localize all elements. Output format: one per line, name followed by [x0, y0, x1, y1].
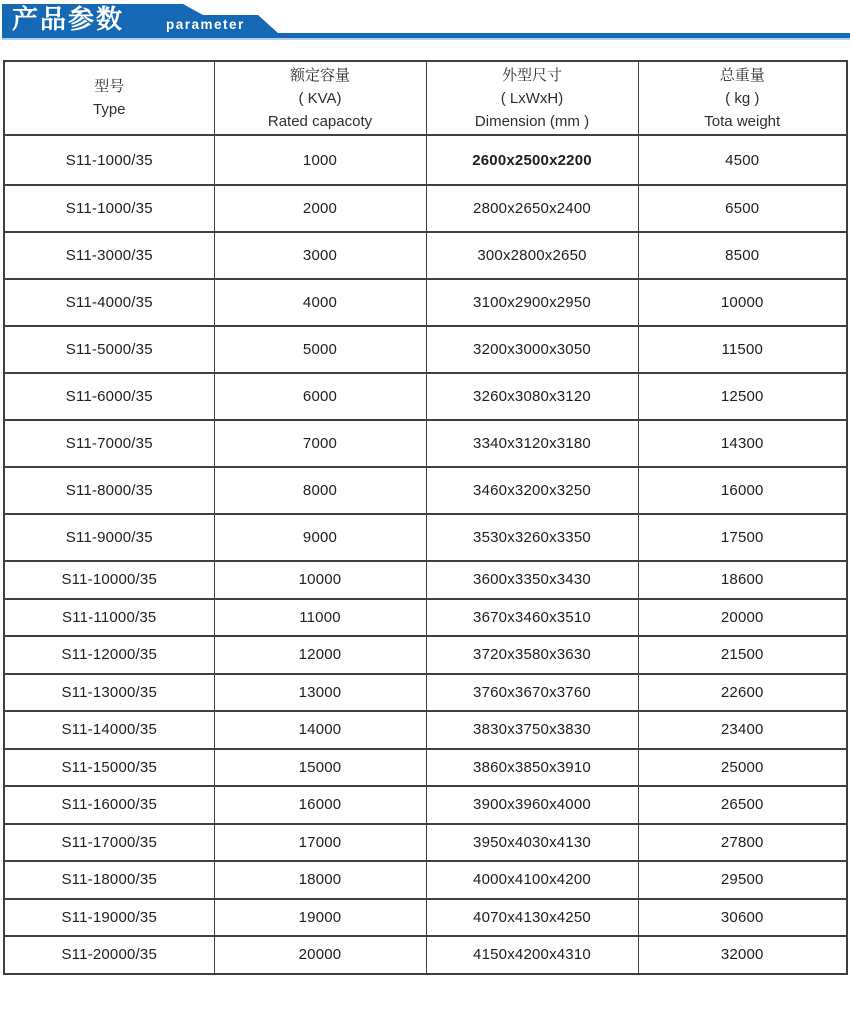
cell-weight: 8500	[638, 232, 847, 279]
cell-type: S11-5000/35	[4, 326, 214, 373]
cell-type: S11-18000/35	[4, 861, 214, 899]
table-row	[4, 899, 847, 937]
table-row	[4, 599, 847, 637]
cell-type: S11-13000/35	[4, 674, 214, 712]
table-row	[4, 749, 847, 787]
cell-dimension: 3340x3120x3180	[426, 420, 638, 467]
parameter-table	[3, 60, 848, 975]
cell-capacity: 12000	[214, 636, 426, 674]
table-body	[4, 135, 847, 974]
header-capacity	[214, 61, 426, 135]
header-type	[4, 61, 214, 135]
header-dimension	[426, 61, 638, 135]
banner	[0, 0, 850, 42]
cell-weight: 6500	[638, 185, 847, 232]
cell-type: S11-1000/35	[4, 185, 214, 232]
table-header-row	[4, 61, 847, 135]
cell-dimension: 3260x3080x3120	[426, 373, 638, 420]
table-row	[4, 711, 847, 749]
cell-dimension: 3460x3200x3250	[426, 467, 638, 514]
cell-weight: 29500	[638, 861, 847, 899]
cell-capacity: 9000	[214, 514, 426, 561]
cell-capacity: 11000	[214, 599, 426, 637]
cell-dimension: 2600x2500x2200	[426, 135, 638, 185]
table-row	[4, 232, 847, 279]
cell-dimension: 3100x2900x2950	[426, 279, 638, 326]
cell-type: S11-8000/35	[4, 467, 214, 514]
cell-dimension: 2800x2650x2400	[426, 185, 638, 232]
cell-weight: 10000	[638, 279, 847, 326]
table-row	[4, 561, 847, 599]
banner-ribbon	[0, 0, 850, 42]
cell-weight: 30600	[638, 899, 847, 937]
cell-weight: 27800	[638, 824, 847, 862]
table-row	[4, 936, 847, 974]
cell-dimension: 4150x4200x4310	[426, 936, 638, 974]
cell-weight: 21500	[638, 636, 847, 674]
cell-capacity: 15000	[214, 749, 426, 787]
cell-dimension: 3670x3460x3510	[426, 599, 638, 637]
table-row	[4, 135, 847, 185]
table-row	[4, 185, 847, 232]
page-title: 产品参数	[12, 4, 125, 34]
table-row	[4, 467, 847, 514]
cell-type: S11-7000/35	[4, 420, 214, 467]
header-capacity-unit: ( KVA)	[298, 89, 342, 107]
cell-dimension: 3720x3580x3630	[426, 636, 638, 674]
cell-weight: 22600	[638, 674, 847, 712]
cell-dimension: 3900x3960x4000	[426, 786, 638, 824]
cell-type: S11-19000/35	[4, 899, 214, 937]
cell-capacity: 17000	[214, 824, 426, 862]
cell-weight: 18600	[638, 561, 847, 599]
cell-type: S11-3000/35	[4, 232, 214, 279]
cell-type: S11-20000/35	[4, 936, 214, 974]
header-dimension-en: Dimension (mm )	[474, 112, 590, 130]
header-weight	[638, 61, 847, 135]
header-capacity-en: Rated capacoty	[267, 112, 373, 130]
cell-capacity: 8000	[214, 467, 426, 514]
table-row	[4, 674, 847, 712]
cell-type: S11-15000/35	[4, 749, 214, 787]
cell-capacity: 4000	[214, 279, 426, 326]
header-type-cn: 型号	[94, 78, 125, 95]
table-row	[4, 326, 847, 373]
cell-capacity: 13000	[214, 674, 426, 712]
cell-weight: 20000	[638, 599, 847, 637]
header-type-en: Type	[92, 101, 126, 118]
cell-capacity: 19000	[214, 899, 426, 937]
cell-capacity: 1000	[214, 135, 426, 185]
cell-weight: 25000	[638, 749, 847, 787]
header-weight-unit: ( kg )	[725, 89, 760, 107]
cell-capacity: 16000	[214, 786, 426, 824]
cell-dimension: 4000x4100x4200	[426, 861, 638, 899]
cell-dimension: 3760x3670x3760	[426, 674, 638, 712]
cell-weight: 11500	[638, 326, 847, 373]
cell-weight: 4500	[638, 135, 847, 185]
table-row	[4, 373, 847, 420]
cell-type: S11-1000/35	[4, 135, 214, 185]
cell-weight: 14300	[638, 420, 847, 467]
cell-capacity: 2000	[214, 185, 426, 232]
cell-weight: 12500	[638, 373, 847, 420]
header-capacity-cn: 额定容量	[289, 66, 350, 84]
cell-capacity: 18000	[214, 861, 426, 899]
cell-capacity: 7000	[214, 420, 426, 467]
table-row	[4, 514, 847, 561]
cell-type: S11-12000/35	[4, 636, 214, 674]
banner-ribbon-shape	[2, 4, 850, 38]
cell-dimension: 3830x3750x3830	[426, 711, 638, 749]
cell-weight: 23400	[638, 711, 847, 749]
cell-capacity: 14000	[214, 711, 426, 749]
cell-type: S11-9000/35	[4, 514, 214, 561]
cell-weight: 26500	[638, 786, 847, 824]
cell-weight: 32000	[638, 936, 847, 974]
cell-type: S11-10000/35	[4, 561, 214, 599]
page-subtitle: parameter	[166, 17, 245, 32]
header-weight-cn: 总重量	[719, 66, 765, 84]
cell-capacity: 20000	[214, 936, 426, 974]
cell-weight: 16000	[638, 467, 847, 514]
header-weight-en: Tota weight	[704, 112, 781, 130]
cell-type: S11-6000/35	[4, 373, 214, 420]
cell-weight: 17500	[638, 514, 847, 561]
table-row	[4, 824, 847, 862]
cell-type: S11-4000/35	[4, 279, 214, 326]
cell-capacity: 6000	[214, 373, 426, 420]
cell-dimension: 300x2800x2650	[426, 232, 638, 279]
table-row	[4, 279, 847, 326]
header-dimension-unit: ( LxWxH)	[500, 89, 564, 107]
cell-dimension: 3860x3850x3910	[426, 749, 638, 787]
header-dimension-cn: 外型尺寸	[501, 66, 562, 84]
table-row	[4, 786, 847, 824]
cell-type: S11-16000/35	[4, 786, 214, 824]
cell-type: S11-17000/35	[4, 824, 214, 862]
table-row	[4, 861, 847, 899]
cell-dimension: 3200x3000x3050	[426, 326, 638, 373]
table-row	[4, 420, 847, 467]
cell-capacity: 5000	[214, 326, 426, 373]
cell-dimension: 3950x4030x4130	[426, 824, 638, 862]
cell-dimension: 4070x4130x4250	[426, 899, 638, 937]
cell-type: S11-11000/35	[4, 599, 214, 637]
cell-dimension: 3600x3350x3430	[426, 561, 638, 599]
cell-capacity: 10000	[214, 561, 426, 599]
cell-capacity: 3000	[214, 232, 426, 279]
cell-type: S11-14000/35	[4, 711, 214, 749]
table-row	[4, 636, 847, 674]
cell-dimension: 3530x3260x3350	[426, 514, 638, 561]
